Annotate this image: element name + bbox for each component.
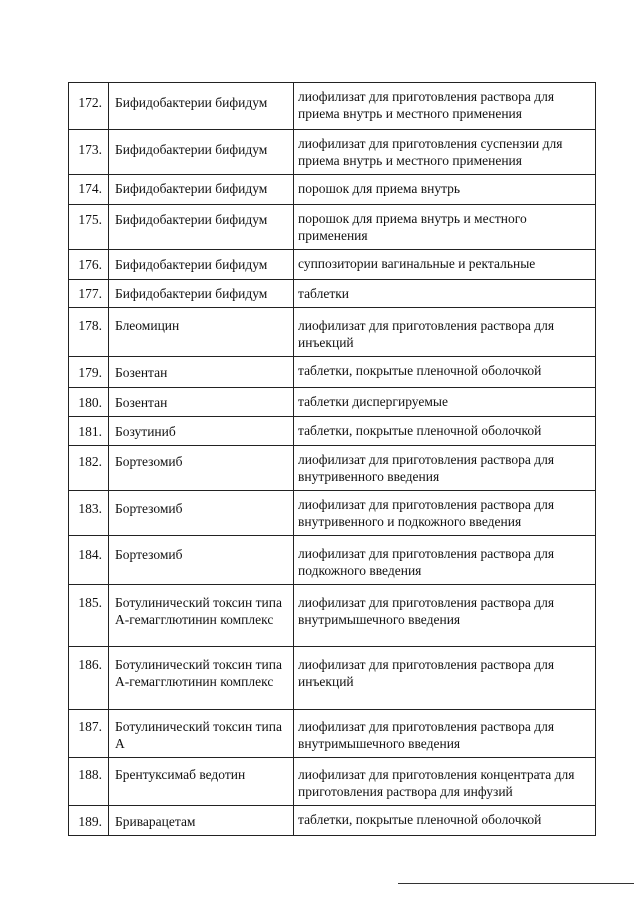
- dosage-form: порошок для приема внутрь: [294, 175, 596, 205]
- footer-rule: [398, 883, 634, 884]
- table-row: [69, 806, 596, 836]
- drug-name: Бифидобактерии бифидум: [109, 280, 294, 308]
- table-row: [69, 758, 596, 806]
- row-number: 179.: [69, 357, 109, 388]
- dosage-form: таблетки, покрытые пленочной оболочкой: [294, 417, 596, 446]
- drug-name: Бортезомиб: [109, 536, 294, 585]
- row-number: 184.: [69, 536, 109, 585]
- drug-name: Бортезомиб: [109, 446, 294, 491]
- table-row: [69, 491, 596, 536]
- row-number: 174.: [69, 175, 109, 205]
- dosage-form: лиофилизат для приготовления концентрата для приготовления раствора для инфузий: [294, 758, 596, 806]
- row-number: 180.: [69, 388, 109, 417]
- dosage-form: лиофилизат для приготовления раствора для приема внутрь и местного применения: [294, 83, 596, 130]
- drug-name: Бифидобактерии бифидум: [109, 205, 294, 250]
- row-number: 188.: [69, 758, 109, 806]
- table-row: [69, 388, 596, 417]
- table-row: [69, 175, 596, 205]
- drug-name: Брентуксимаб ведотин: [109, 758, 294, 806]
- drug-name: Бифидобактерии бифидум: [109, 250, 294, 280]
- row-number: 183.: [69, 491, 109, 536]
- drug-name: Бифидобактерии бифидум: [109, 83, 294, 130]
- dosage-form: лиофилизат для приготовления суспензии для приема внутрь и местного применения: [294, 130, 596, 175]
- drug-name: Ботулинический токсин типа А-гемагглютинин комплекс: [109, 585, 294, 647]
- row-number: 178.: [69, 308, 109, 357]
- drug-name: Ботулинический токсин типа А-гемагглютинин комплекс: [109, 647, 294, 710]
- row-number: 189.: [69, 806, 109, 836]
- table-row: [69, 710, 596, 758]
- row-number: 177.: [69, 280, 109, 308]
- drug-table: [68, 82, 596, 836]
- table-row: [69, 130, 596, 175]
- drug-name: Бриварацетам: [109, 806, 294, 836]
- row-number: 172.: [69, 83, 109, 130]
- drug-name: Бозентан: [109, 388, 294, 417]
- row-number: 181.: [69, 417, 109, 446]
- table-row: [69, 250, 596, 280]
- table-row: [69, 357, 596, 388]
- dosage-form: таблетки: [294, 280, 596, 308]
- table-row: [69, 536, 596, 585]
- drug-name: Ботулинический токсин типа А: [109, 710, 294, 758]
- table-row: [69, 308, 596, 357]
- table-row: [69, 83, 596, 130]
- dosage-form: лиофилизат для приготовления раствора для внутривенного введения: [294, 446, 596, 491]
- drug-name: Блеомицин: [109, 308, 294, 357]
- row-number: 187.: [69, 710, 109, 758]
- row-number: 185.: [69, 585, 109, 647]
- drug-name: Бозентан: [109, 357, 294, 388]
- drug-name: Бифидобактерии бифидум: [109, 175, 294, 205]
- table-row: [69, 280, 596, 308]
- row-number: 176.: [69, 250, 109, 280]
- dosage-form: лиофилизат для приготовления раствора для инъекций: [294, 647, 596, 710]
- table-row: [69, 585, 596, 647]
- table-row: [69, 647, 596, 710]
- dosage-form: лиофилизат для приготовления раствора для внутримышечного введения: [294, 710, 596, 758]
- row-number: 173.: [69, 130, 109, 175]
- row-number: 186.: [69, 647, 109, 710]
- dosage-form: таблетки, покрытые пленочной оболочкой: [294, 806, 596, 836]
- dosage-form: таблетки диспергируемые: [294, 388, 596, 417]
- dosage-form: суппозитории вагинальные и ректальные: [294, 250, 596, 280]
- drug-name: Бортезомиб: [109, 491, 294, 536]
- dosage-form: порошок для приема внутрь и местного применения: [294, 205, 596, 250]
- dosage-form: лиофилизат для приготовления раствора для внутримышечного введения: [294, 585, 596, 647]
- table-row: [69, 205, 596, 250]
- drug-name: Бифидобактерии бифидум: [109, 130, 294, 175]
- row-number: 175.: [69, 205, 109, 250]
- table-row: [69, 446, 596, 491]
- dosage-form: лиофилизат для приготовления раствора для подкожного введения: [294, 536, 596, 585]
- dosage-form: лиофилизат для приготовления раствора для инъекций: [294, 308, 596, 357]
- dosage-form: таблетки, покрытые пленочной оболочкой: [294, 357, 596, 388]
- drug-name: Бозутиниб: [109, 417, 294, 446]
- table-row: [69, 417, 596, 446]
- row-number: 182.: [69, 446, 109, 491]
- dosage-form: лиофилизат для приготовления раствора для внутривенного и подкожного введения: [294, 491, 596, 536]
